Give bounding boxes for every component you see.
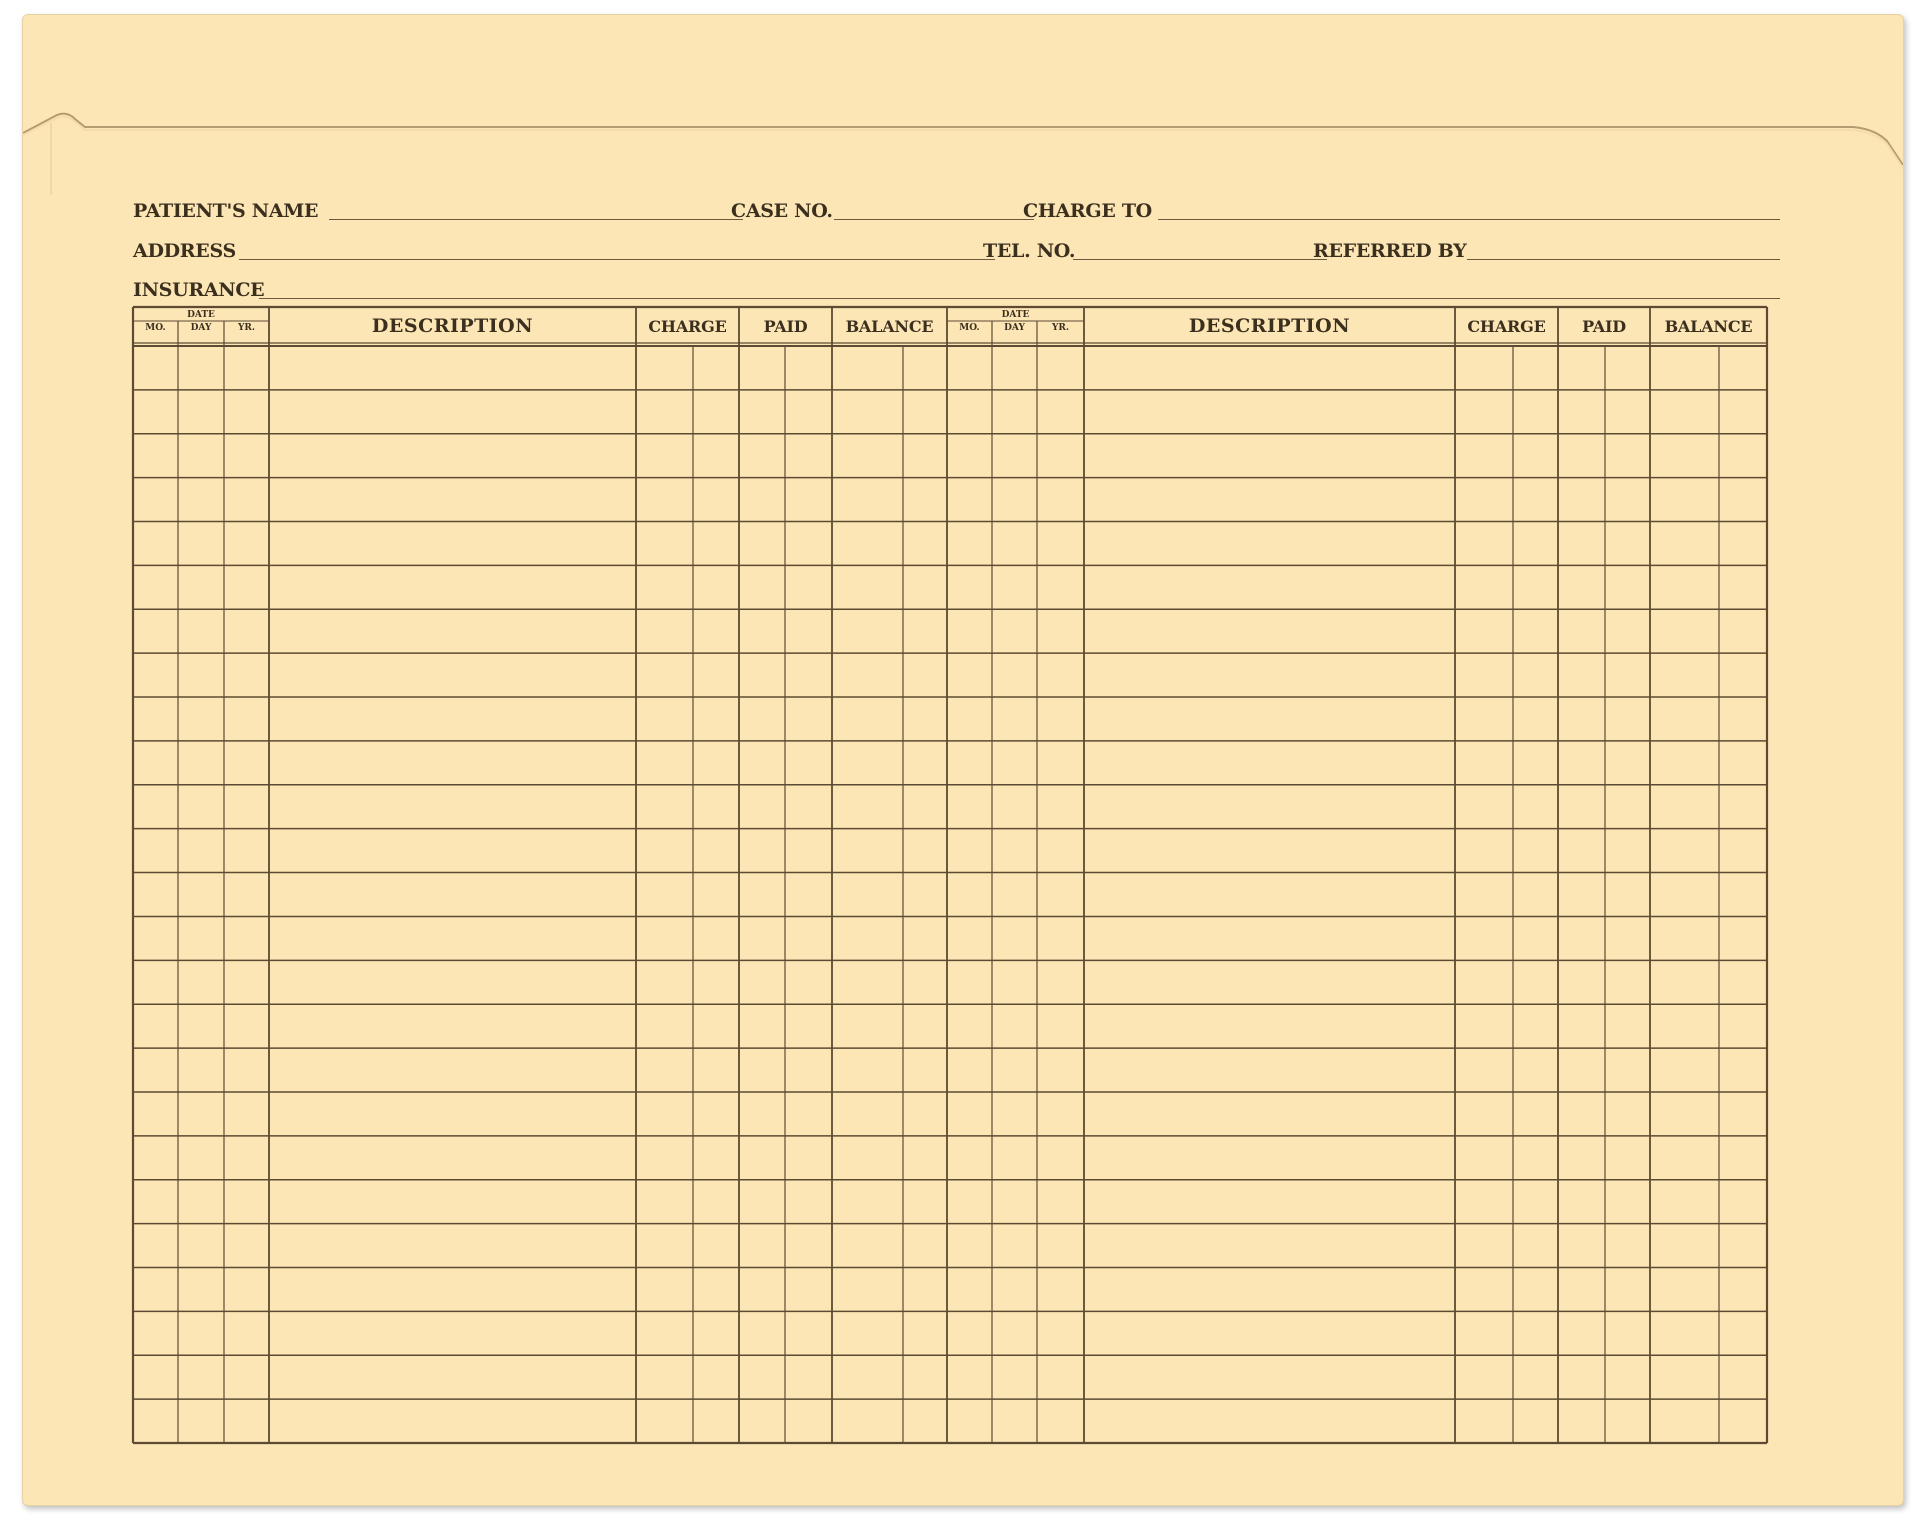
ledger-grid	[23, 15, 1903, 1505]
right-balance-header: BALANCE	[1664, 316, 1753, 336]
right-date-day-header: DAY	[1004, 323, 1025, 333]
envelope	[22, 14, 1904, 1506]
right-charge-header: CHARGE	[1467, 316, 1546, 336]
left-charge-header: CHARGE	[648, 316, 727, 336]
right-date-header: DATE	[1001, 309, 1030, 320]
left-balance-header: BALANCE	[845, 316, 934, 336]
address-label: ADDRESS	[133, 240, 236, 262]
case-no-label: CASE NO.	[731, 200, 833, 222]
right-date-mo-header: MO.	[959, 323, 980, 333]
referred-by-label: REFERRED BY	[1313, 240, 1467, 262]
left-date-yr-header: YR.	[237, 323, 256, 333]
left-paid-header: PAID	[763, 316, 808, 336]
tel-no-label: TEL. NO.	[983, 240, 1076, 262]
right-paid-header: PAID	[1582, 316, 1626, 336]
insurance-label: INSURANCE	[133, 279, 265, 301]
left-date-mo-header: MO.	[145, 323, 166, 333]
left-date-header: DATE	[187, 309, 215, 320]
left-date-day-header: DAY	[190, 323, 212, 333]
patients-name-label: PATIENT'S NAME	[133, 200, 319, 222]
left-description-header: DESCRIPTION	[371, 315, 534, 337]
right-description-header: DESCRIPTION	[1188, 315, 1351, 337]
charge-to-label: CHARGE TO	[1023, 200, 1152, 222]
right-date-yr-header: YR.	[1051, 323, 1070, 333]
